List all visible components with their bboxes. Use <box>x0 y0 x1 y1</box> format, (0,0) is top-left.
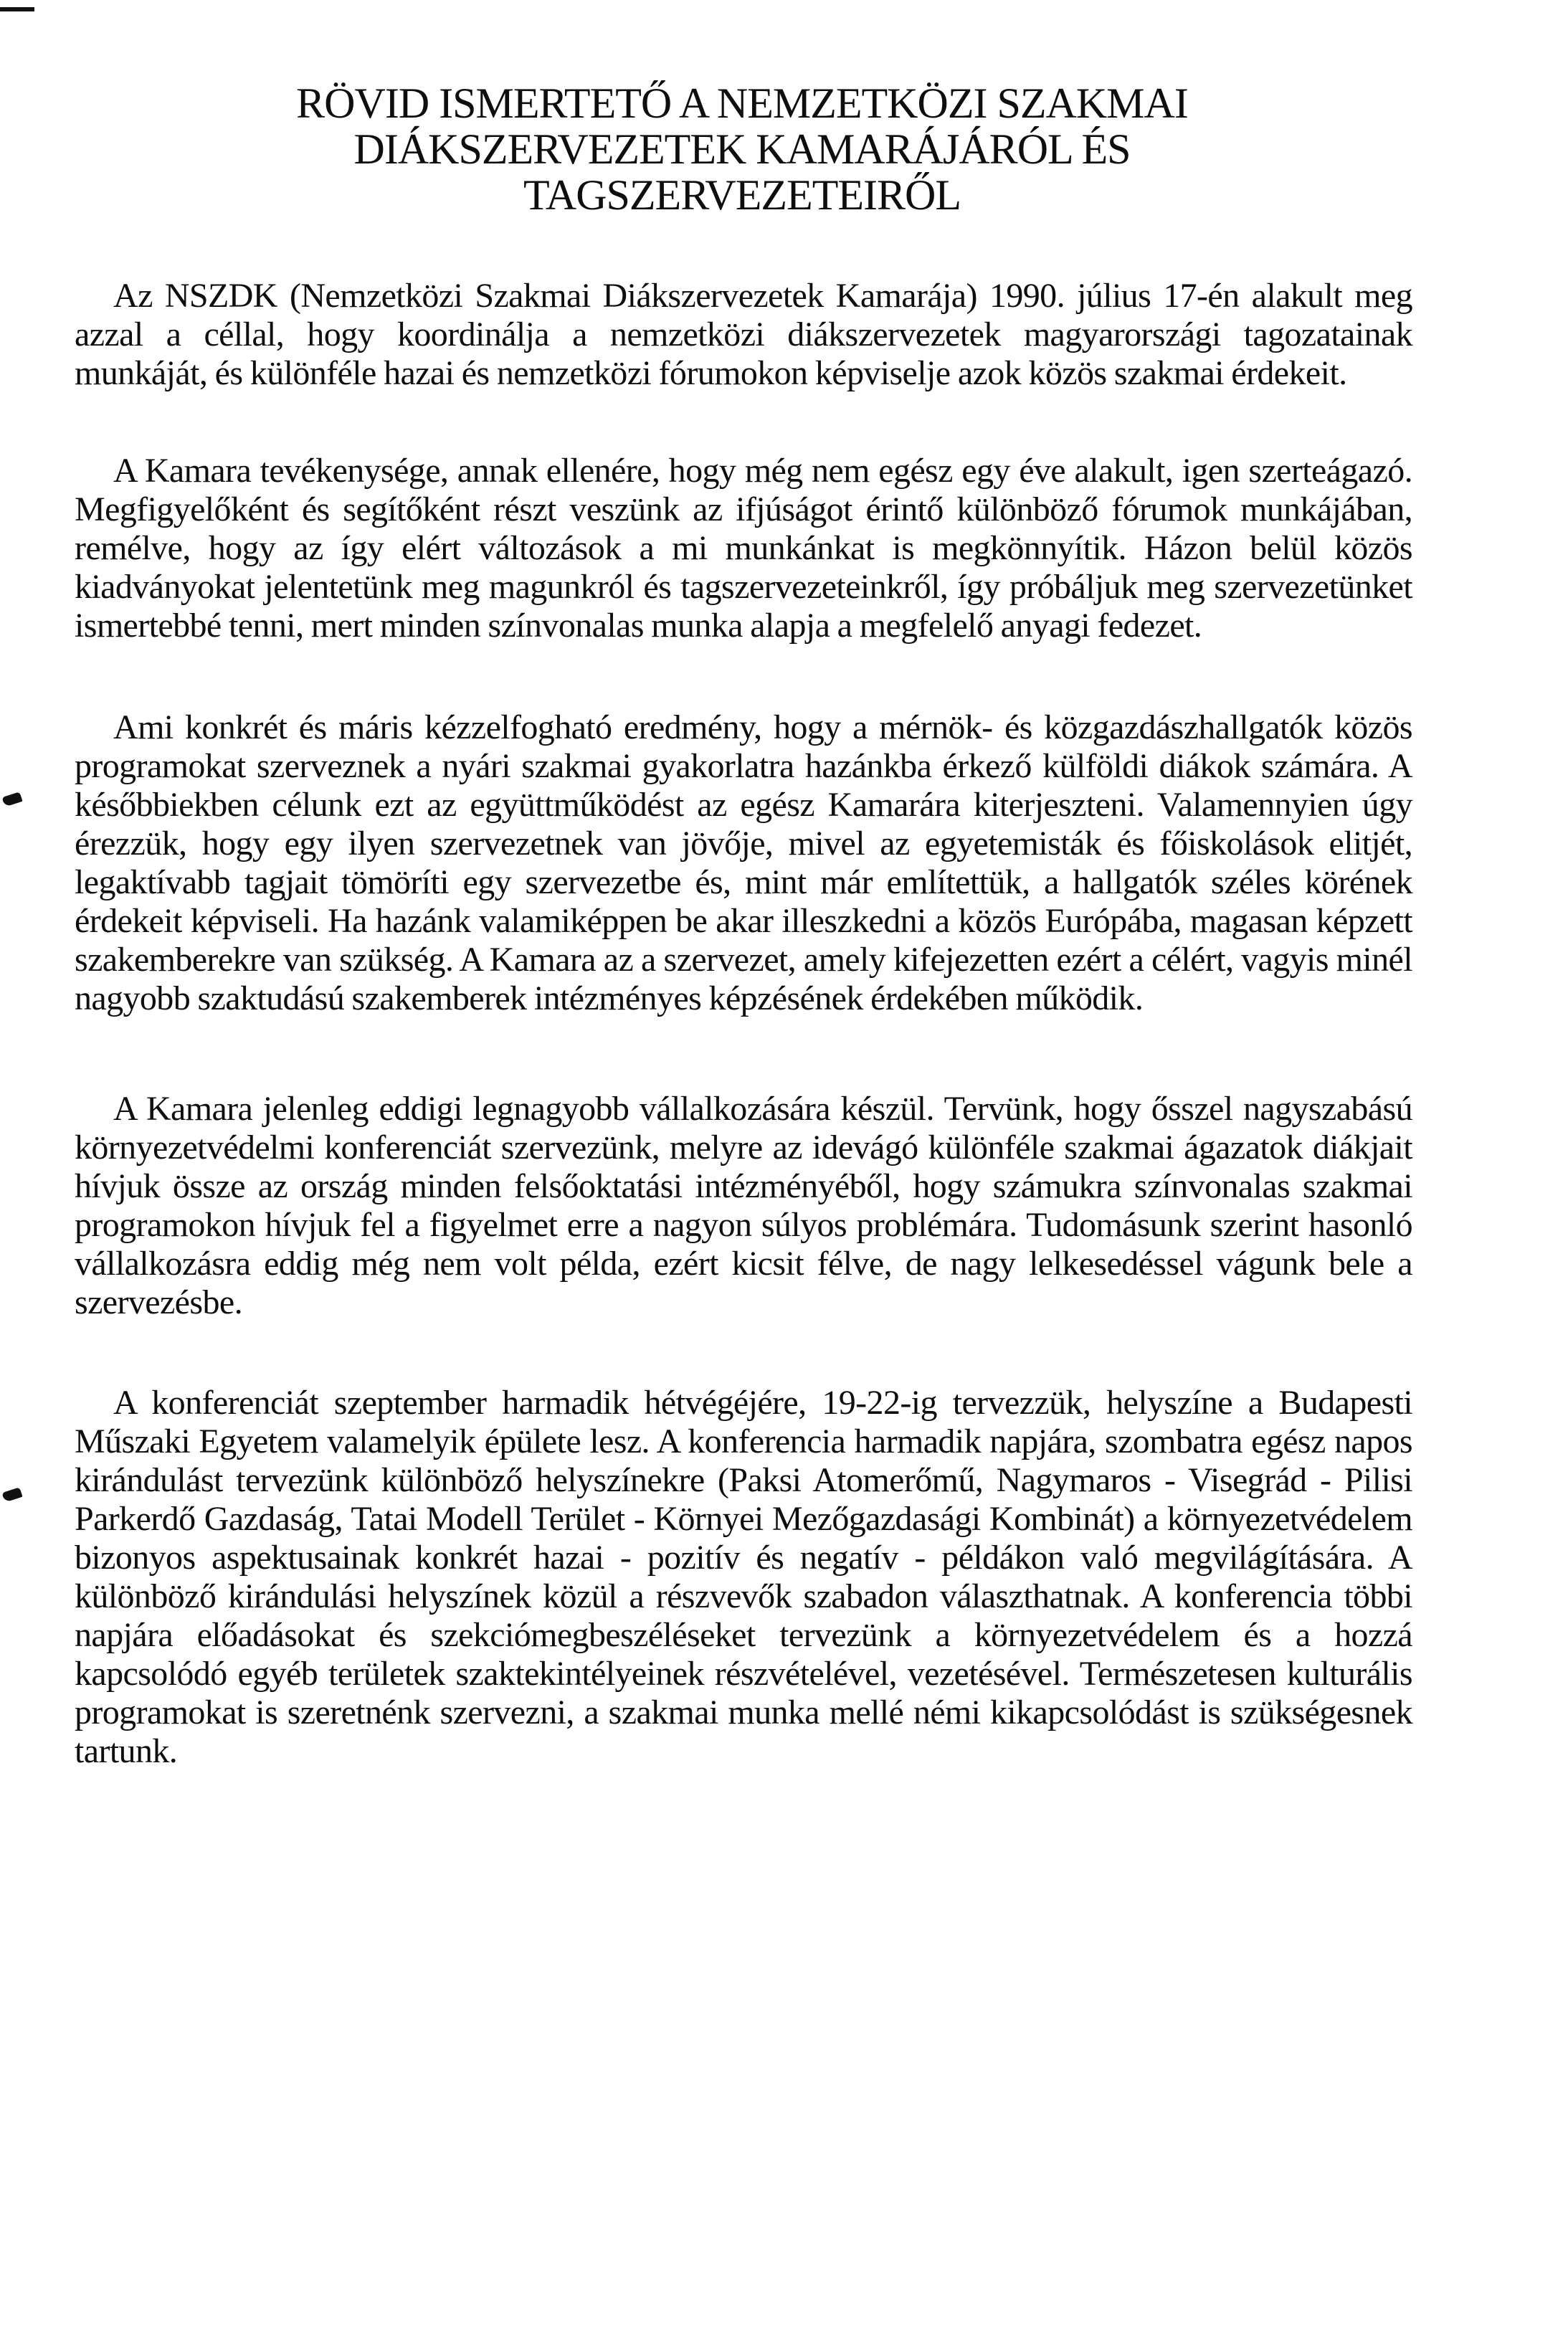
title-line: TAGSZERVEZETEIRŐL <box>523 171 961 219</box>
paragraph: A Kamara tevékenysége, annak ellenére, hogy még nem egész egy éve alakult, igen szerteágazó. Megfigyelőként és segítőként részt veszünk az ifjúságot érintő különböző fórumok munkájában, remélve, hogy az így elért változások a mi munkánkat is megkönnyítik. Házon belül közös kiadványokat jelentetünk meg magunkról és tagszervezeteinkről, így próbáljuk meg szervezetünket ismertebbé tenni, mert minden színvonalas munka alapja a megfelelő anyagi fedezet. <box>75 452 1412 645</box>
paragraph: Ami konkrét és máris kézzelfogható eredmény, hogy a mérnök- és közgazdászhallgatók közös programokat szerveznek a nyári szakmai gyakorlatra hazánkba érkező külföldi diákok számára. A későbbiekben célunk ezt az együttműködést az egész Kamarára kiterjeszteni. Valamennyien úgy érezzük, hogy egy ilyen szervezetnek van jövője, mivel az egyetemisták és főiskolások elitjét, legaktívabb tagjait tömöríti egy szervezetbe és, mint már említettük, a hallgatók széles körének érdekeit képviseli. Ha hazánk valamiképpen be akar illeszkedni a közös Európába, magasan képzett szakemberekre van szükség. A Kamara az a szervezet, amely kifejezetten ezért a célért, vagyis minél nagyobb szaktudású szakemberek intézményes képzésének érdekében működik. <box>75 708 1412 1017</box>
document-title <box>108 80 1377 218</box>
title-line: DIÁKSZERVEZETEK KAMARÁJÁRÓL ÉS <box>353 125 1131 173</box>
scan-mark <box>0 7 34 11</box>
scan-mark <box>1 792 22 807</box>
paragraph: A Kamara jelenleg eddigi legnagyobb vállalkozására készül. Tervünk, hogy ősszel nagyszabású környezetvédelmi konferenciát szervezünk, melyre az idevágó különféle szakmai ágazatok diákjait hívjuk össze az ország minden felsőoktatási intézményéből, hogy számukra színvonalas szakmai programokon hívjuk fel a figyelmet erre a nagyon súlyos problémára. Tudomásunk szerint hasonló vállalkozásra eddig még nem volt példa, ezért kicsit félve, de nagy lelkesedéssel vágunk bele a szervezésbe. <box>75 1090 1412 1321</box>
document-body <box>75 277 1412 1771</box>
title-line: RÖVID ISMERTETŐ A NEMZETKÖZI SZAKMAI <box>296 80 1188 127</box>
paragraph: Az NSZDK (Nemzetközi Szakmai Diákszervezetek Kamarája) 1990. július 17-én alakult meg azzal a céllal, hogy koordinálja a nemzetközi diákszervezetek magyarországi tagozatainak munkáját, és különféle hazai és nemzetközi fórumokon képviselje azok közös szakmai érdekeit. <box>75 277 1412 392</box>
scan-mark <box>1 1487 22 1502</box>
paragraph: A konferenciát szeptember harmadik hétvégéjére, 19-22-ig tervezzük, helyszíne a Budapesti Műszaki Egyetem valamelyik épülete lesz. A konferencia harmadik napjára, szombatra egész napos kirándulást tervezünk különböző helyszínekre (Paksi Atomerőmű, Nagymaros - Visegrád - Pilisi Parkerdő Gazdaság, Tatai Modell Terület - Környei Mezőgazdasági Kombinát) a környezetvédelem bizonyos aspektusainak konkrét hazai - pozitív és negatív - példákon való megvilágítására. A különböző kirándulási helyszínek közül a részvevők szabadon választhatnak. A konferencia többi napjára előadásokat és szekciómegbeszéléseket tervezünk a környezetvédelem és a hozzá kapcsolódó egyéb területek szaktekintélyeinek részvételével, vezetésével. Természetesen kulturális programokat is szeretnénk szervezni, a szakmai munka mellé némi kikapcsolódást is szükségesnek tartunk. <box>75 1384 1412 1770</box>
